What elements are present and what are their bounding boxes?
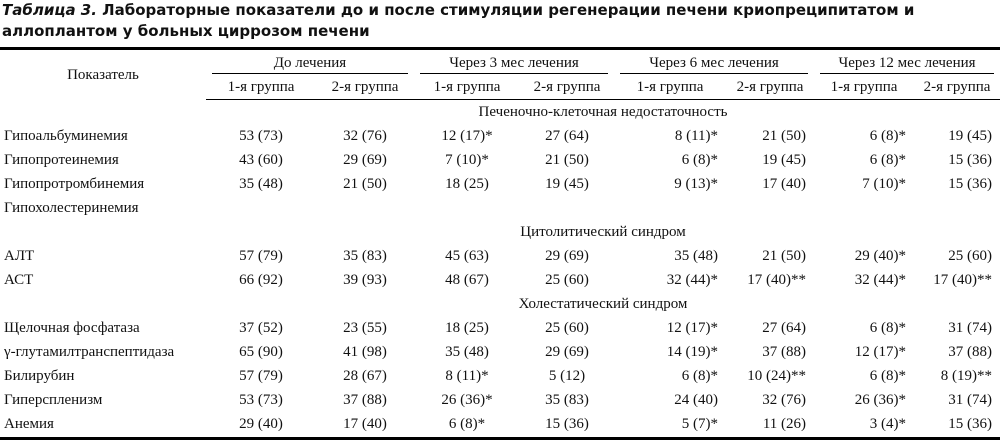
value-cell: 18 (25) [445, 319, 489, 336]
value-cell: 14 (19)* [666, 343, 719, 360]
section-row [0, 292, 1000, 316]
header-period-6m: Через 6 мес лечения [614, 52, 814, 75]
table-body [0, 100, 1000, 437]
value-cell: 21 (50) [762, 247, 807, 264]
value-cell: 6 (8)* [869, 127, 907, 144]
value-cell: 41 (98) [343, 343, 387, 360]
value-cell: 6 (8)* [869, 367, 907, 384]
value-cell: 8 (19)** [940, 367, 993, 384]
value-cell: 23 (55) [343, 319, 387, 336]
section-row [0, 220, 1000, 244]
value-cell: 8 (11)* [445, 367, 489, 384]
value-cell: 37 (88) [948, 343, 993, 360]
section-blank-cell [0, 292, 206, 316]
value-cell [614, 196, 726, 220]
value-cell: 53 (73) [239, 391, 283, 408]
value-cell: 35 (48) [445, 343, 489, 360]
value-cell: 29 (69) [343, 151, 387, 168]
indicator-name: Гипопротеинемия [4, 151, 119, 168]
header-group1: 1-я группа [414, 75, 520, 100]
value-cell [414, 196, 520, 220]
value-cell: 53 (73) [239, 127, 283, 144]
header-row-periods [0, 52, 1000, 75]
table-row [0, 316, 1000, 340]
value-cell: 39 (93) [343, 271, 387, 288]
value-cell: 6 (8)* [681, 151, 719, 168]
value-cell: 24 (40) [674, 391, 719, 408]
value-cell: 8 (11)* [674, 127, 719, 144]
value-cell [520, 196, 614, 220]
header-group1: 1-я группа [814, 75, 914, 100]
value-cell: 19 (45) [545, 175, 589, 192]
value-cell: 57 (79) [239, 247, 283, 264]
value-cell: 28 (67) [343, 367, 387, 384]
value-cell: 32 (44)* [666, 271, 719, 288]
header-group2: 2-я группа [520, 75, 614, 100]
value-cell: 21 (50) [545, 151, 589, 168]
value-cell: 6 (8)* [681, 367, 719, 384]
value-cell: 66 (92) [239, 271, 283, 288]
indicator-name: γ-глутамилтранспептидаза [4, 343, 175, 360]
value-cell: 27 (64) [545, 127, 589, 144]
value-cell: 12 (17)* [441, 127, 493, 144]
indicator-name: Гипоальбуминемия [4, 127, 128, 144]
value-cell: 15 (36) [948, 415, 993, 432]
value-cell: 6 (8)* [869, 319, 907, 336]
indicator-name: АЛТ [4, 247, 35, 264]
indicator-name: АСТ [4, 271, 34, 288]
table-row [0, 196, 1000, 220]
section-blank-cell [0, 220, 206, 244]
table-row [0, 412, 1000, 436]
table-caption [2, 0, 998, 42]
value-cell: 37 (88) [762, 343, 807, 360]
lab-table [0, 52, 1000, 436]
table-row [0, 268, 1000, 292]
value-cell: 35 (83) [343, 247, 387, 264]
value-cell: 15 (36) [948, 175, 993, 192]
value-cell: 25 (60) [545, 271, 589, 288]
header-group2: 2-я группа [914, 75, 1000, 100]
table-bottom-rule [0, 437, 1000, 440]
value-cell: 25 (60) [545, 319, 589, 336]
value-cell: 48 (67) [445, 271, 489, 288]
value-cell [206, 196, 316, 220]
caption-label: Таблица 3. [2, 1, 97, 19]
value-cell: 12 (17)* [854, 343, 907, 360]
header-group1: 1-я группа [614, 75, 726, 100]
value-cell: 11 (26) [762, 415, 807, 432]
section-title: Печеночно-клеточная недостаточность [478, 103, 728, 120]
value-cell: 26 (36)* [441, 391, 493, 408]
value-cell: 32 (44)* [854, 271, 907, 288]
value-cell: 17 (40)** [747, 271, 807, 288]
value-cell [814, 196, 914, 220]
value-cell [914, 196, 1000, 220]
table-row [0, 172, 1000, 196]
table-row [0, 340, 1000, 364]
value-cell: 32 (76) [343, 127, 387, 144]
value-cell: 12 (17)* [666, 319, 719, 336]
value-cell: 7 (10)* [445, 151, 489, 168]
header-group2: 2-я группа [316, 75, 414, 100]
value-cell: 37 (52) [239, 319, 283, 336]
value-cell: 15 (36) [948, 151, 993, 168]
value-cell: 37 (88) [343, 391, 387, 408]
header-group2: 2-я группа [726, 75, 814, 100]
indicator-name: Щелочная фосфатаза [4, 319, 140, 336]
table-row [0, 124, 1000, 148]
indicator-name: Гиперспленизм [4, 391, 103, 408]
value-cell: 21 (50) [343, 175, 387, 192]
table-row [0, 148, 1000, 172]
value-cell: 5 (12) [548, 367, 586, 384]
value-cell: 65 (90) [239, 343, 283, 360]
value-cell: 9 (13)* [674, 175, 719, 192]
value-cell: 35 (83) [545, 391, 589, 408]
value-cell: 19 (45) [762, 151, 807, 168]
value-cell: 35 (48) [239, 175, 283, 192]
value-cell: 35 (48) [674, 247, 719, 264]
table-top-rule [0, 47, 1000, 50]
header-group1: 1-я группа [206, 75, 316, 100]
value-cell [316, 196, 414, 220]
value-cell: 29 (40) [239, 415, 283, 432]
table-row [0, 244, 1000, 268]
indicator-name: Анемия [4, 415, 54, 432]
value-cell: 17 (40)** [933, 271, 993, 288]
header-period-12m: Через 12 мес лечения [814, 52, 1000, 75]
value-cell: 43 (60) [239, 151, 283, 168]
value-cell: 31 (74) [948, 391, 993, 408]
value-cell: 19 (45) [948, 127, 993, 144]
section-row [0, 100, 1000, 125]
value-cell: 26 (36)* [854, 391, 907, 408]
value-cell: 21 (50) [762, 127, 807, 144]
value-cell: 15 (36) [545, 415, 589, 432]
value-cell: 25 (60) [948, 247, 993, 264]
value-cell: 29 (69) [545, 247, 589, 264]
section-title: Холестатический синдром [518, 295, 688, 312]
header-indicator: Показатель [67, 67, 139, 84]
table-row [0, 364, 1000, 388]
indicator-name: Билирубин [4, 367, 75, 384]
value-cell: 31 (74) [948, 319, 993, 336]
value-cell: 5 (7)* [681, 415, 719, 432]
header-period-before: До лечения [206, 52, 414, 75]
caption-text: Лабораторные показатели до и после стимуляции регенерации печени криопреципитатом и аллоплантом у больных циррозом печени [2, 1, 915, 40]
value-cell: 32 (76) [762, 391, 807, 408]
section-blank-cell [0, 100, 206, 125]
table-row [0, 388, 1000, 412]
value-cell: 45 (63) [445, 247, 489, 264]
value-cell: 17 (40) [343, 415, 387, 432]
value-cell: 6 (8)* [448, 415, 486, 432]
value-cell: 10 (24)** [747, 367, 807, 384]
header-period-3m: Через 3 мес лечения [414, 52, 614, 75]
value-cell: 3 (4)* [869, 415, 907, 432]
value-cell: 17 (40) [762, 175, 807, 192]
value-cell: 29 (40)* [854, 247, 907, 264]
value-cell: 27 (64) [762, 319, 807, 336]
value-cell: 7 (10)* [862, 175, 907, 192]
value-cell: 6 (8)* [869, 151, 907, 168]
value-cell [726, 196, 814, 220]
value-cell: 29 (69) [545, 343, 589, 360]
value-cell: 18 (25) [445, 175, 489, 192]
section-title: Цитолитический синдром [520, 223, 686, 240]
indicator-name: Гипопротромбинемия [4, 175, 145, 192]
indicator-name: Гипохолестеринемия [4, 199, 139, 216]
value-cell: 57 (79) [239, 367, 283, 384]
